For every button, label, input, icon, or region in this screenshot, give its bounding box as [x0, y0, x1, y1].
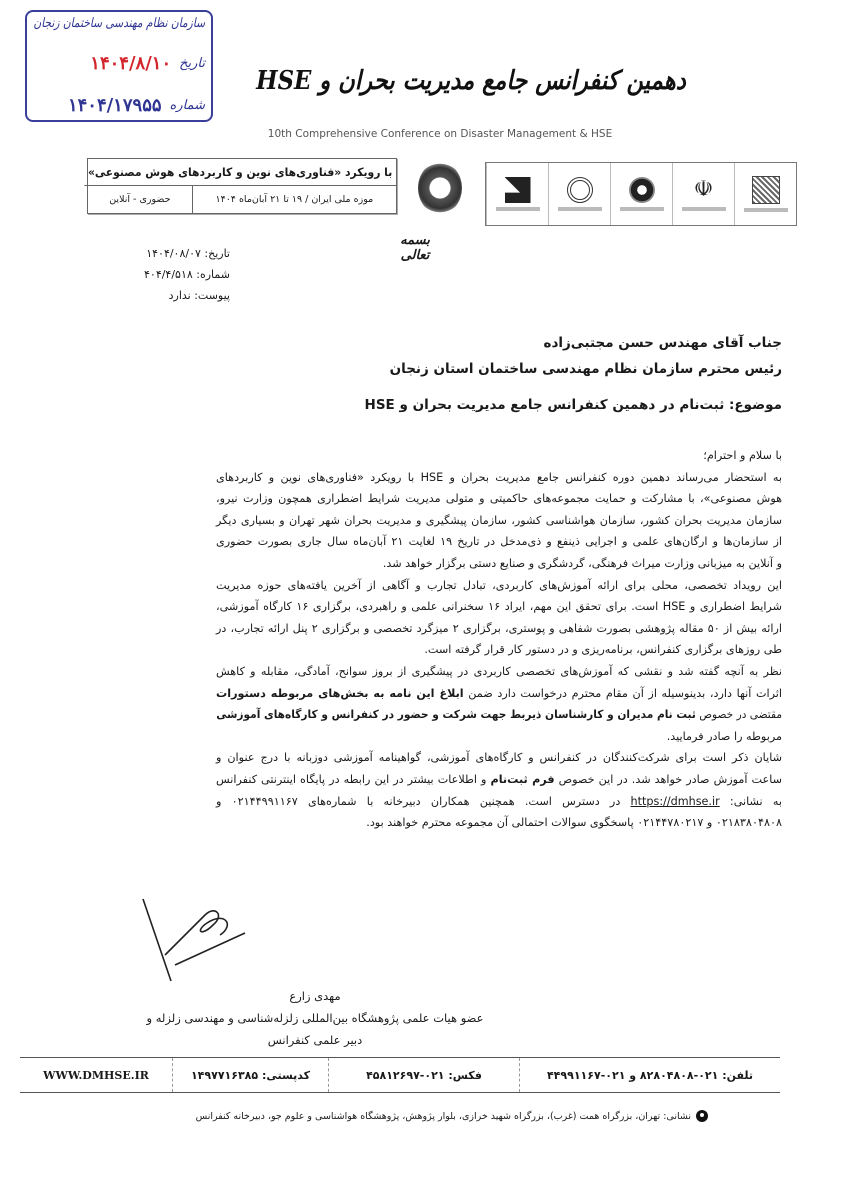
location-pin-icon — [696, 1110, 708, 1122]
letter-body — [216, 445, 782, 834]
body-text-bold: ثبت نام مدیران و کارشناسان ذیربط جهت شرکت و حضور در کنفرانس و کارگاه‌های آموزشی — [216, 708, 696, 722]
footer-fax: فکس: ۰۲۱-۴۵۸۱۲۶۹۷ — [328, 1058, 519, 1092]
footer-address — [196, 1110, 708, 1122]
body-text: به نشانی: — [719, 794, 782, 808]
recipient-name: جناب آقای مهندس حسن مجتبی‌زاده — [543, 335, 782, 351]
stamp-date-label: تاریخ — [179, 55, 205, 71]
address-text: نشانی: تهران، بزرگراه همت (غرب)، بزرگراه شهید خرازی، بلوار پژوهش، پژوهشگاه هواشناسی و علوم جو، دبیرخانه کنفرانس — [195, 1110, 691, 1122]
cultural-heritage-logo-icon — [734, 163, 796, 225]
letter-attachment: پیوست: ندارد — [168, 289, 230, 302]
body-line: از سازمان‌ها و ارگان‌های علمی و اجرایی ذینفع و ذی‌مدخل در تاریخ ۱۹ لغایت ۲۱ آبان‌ماه سال جاری بصورت حضوری — [216, 535, 782, 549]
body-line — [216, 704, 782, 726]
signer-name: مهدی زارع — [289, 989, 341, 1003]
conference-title: دهمین کنفرانس جامع مدیریت بحران و HSE — [256, 66, 686, 96]
body-line: نظر به آنچه گفته شد و نقشی که آموزش‌های تخصصی کاربردی در پیشگیری از بروز سوانح، آمادگی، مقابله و کاهش — [216, 664, 782, 678]
bismillah-heading: بسمه تعالی — [400, 233, 430, 263]
body-line — [216, 683, 782, 705]
stamp-number: ۱۴۰۴/۱۷۹۵۵ — [67, 95, 162, 116]
signature-block — [120, 985, 510, 1051]
attendance-mode: حضوری - آنلاین — [109, 194, 171, 205]
signer-role: دبیر علمی کنفرانس — [267, 1033, 363, 1047]
body-line: این رویداد تخصصی، محلی برای ارائه آموزش‌های کاربردی، تبادل تجارب و آگاهی از آخرین یافته‌های حوزه مدیریت — [216, 578, 782, 592]
body-line — [216, 769, 782, 791]
stamp-number-row — [33, 95, 205, 116]
body-text: در دسترس است. همچنین همکاران دبیرخانه با شماره‌های ۰۲۱۴۴۹۹۱۱۶۷ و — [216, 794, 631, 808]
letter-meta — [80, 243, 230, 306]
recipient — [282, 330, 782, 382]
footer-website[interactable]: WWW.DMHSE.IR — [43, 1068, 149, 1082]
recipient-title: رئیس محترم سازمان نظام مهندسی ساختمان استان زنجان — [389, 361, 782, 377]
national-center-logo-icon — [610, 163, 672, 225]
body-line: هوش مصنوعی»، با مشارکت و حمایت مجموعه‌های حاکمیتی و متولی مدیریت شرایط اضطراری همچون وزارت نیرو، — [216, 492, 782, 506]
body-line: سازمان مدیریت بحران کشور، سازمان هواشناسی کشور، سازمان پیشگیری و مدیریت بحران شهر تهران و بسیاری دیگر — [216, 513, 782, 527]
museum-logo-icon — [418, 162, 462, 214]
disaster-management-logo-icon — [486, 163, 548, 225]
body-line — [216, 791, 782, 813]
tagline-box — [87, 158, 397, 214]
conference-website-link[interactable]: https://dmhse.ir — [630, 794, 720, 808]
body-line: به استحضار می‌رساند دهمین دوره کنفرانس جامع مدیریت بحران و HSE با رویکرد «فناوری‌های نوین و کاربردهای — [216, 470, 782, 484]
body-text: ساعت آموزش صادر خواهد شد. در این خصوص — [554, 772, 782, 786]
letter-date: تاریخ: ۱۴۰۴/۰۸/۰۷ — [146, 247, 230, 260]
body-text: اثرات آنها دارد، بدینوسیله از آن مقام محترم درخواست دارد ضمن — [463, 686, 783, 700]
body-line: مربوطه را صادر فرمایید. — [666, 729, 782, 743]
venue-dates: موزه ملی ایران / ۱۹ تا ۲۱ آبان‌ماه ۱۴۰۴ — [192, 186, 396, 213]
body-line: طی روزهای برگزاری کنفرانس، برنامه‌ریزی و در دستور کار قرار گرفته است. — [424, 643, 782, 657]
body-line: ۰۲۱۸۳۸۰۴۸۰۸ و ۰۲۱۴۴۷۸۰۲۱۷ پاسخگوی سوالات احتمالی آن مجموعه محترم خواهند بود. — [366, 816, 782, 830]
incoming-stamp — [25, 10, 213, 122]
footer-contact-bar — [20, 1057, 780, 1093]
body-text-bold: ابلاغ این نامه به بخش‌های مربوطه دستورات — [216, 686, 464, 700]
handwritten-signature-icon — [135, 895, 255, 985]
greeting: با سلام و احترام؛ — [703, 449, 782, 462]
letter-number: شماره: ۴۰۴/۴/۵۱۸ — [144, 268, 230, 281]
meteorology-logo-icon — [548, 163, 610, 225]
footer-phone: تلفن: ۰۲۱-۸۲۸۰۴۸۰۸ و ۰۲۱-۴۴۹۹۱۱۶۷ — [519, 1058, 780, 1092]
body-line: و آنلاین به میزبانی وزارت میراث فرهنگی، گردشگری و صنایع دستی برگزار خواهد شد. — [382, 556, 782, 570]
signer-title: عضو هیات علمی پژوهشگاه بین‌المللی زلزله‌شناسی و مهندسی زلزله و — [146, 1011, 484, 1025]
conference-title-en: 10th Comprehensive Conference on Disaster Management & HSE — [267, 128, 613, 140]
iran-emblem-logo-icon: ☫ — [672, 163, 734, 225]
body-text: و اطلاعات بیشتر در این رابطه در پایگاه اینترنتی کنفرانس — [216, 772, 491, 786]
footer-postal-code: کدپستی: ۱۴۹۷۷۱۶۳۸۵ — [172, 1058, 328, 1092]
letter-subject: موضوع: ثبت‌نام در دهمین کنفرانس جامع مدیریت بحران و HSE — [364, 397, 782, 413]
body-line: شایان ذکر است برای شرکت‌کنندگان در کنفرانس و کارگاه‌های آموزشی، گواهینامه آموزشی دوزبانه با درج عنوان و — [216, 751, 782, 765]
body-line: شرایط اضطراری و HSE است. برای تحقق این مهم، ایراد ۱۶ سخنرانی علمی و راهبردی، برگزاری ۱۶ کارگاه آموزشی، — [216, 600, 782, 614]
tagline: با رویکرد «فناوری‌های نوین و کاربردهای هوش مصنوعی» — [84, 159, 396, 186]
stamp-number-label: شماره — [169, 98, 205, 113]
sponsor-logos — [485, 162, 797, 226]
body-text: مقتضی در خصوص — [695, 708, 783, 722]
body-line: ارائه بیش از ۵۰ مقاله پژوهشی بصورت شفاهی و پوستری، برگزاری ۲ میزگرد تخصصی و برگزاری ۲ پنل ارائه تجارب، در — [216, 621, 782, 635]
stamp-date-row — [33, 53, 205, 74]
stamp-date: ۱۴۰۴/۸/۱۰ — [90, 52, 172, 74]
stamp-org: سازمان نظام مهندسی ساختمان زنجان — [33, 16, 205, 31]
body-text-bold: فرم ثبت‌نام — [490, 772, 555, 786]
